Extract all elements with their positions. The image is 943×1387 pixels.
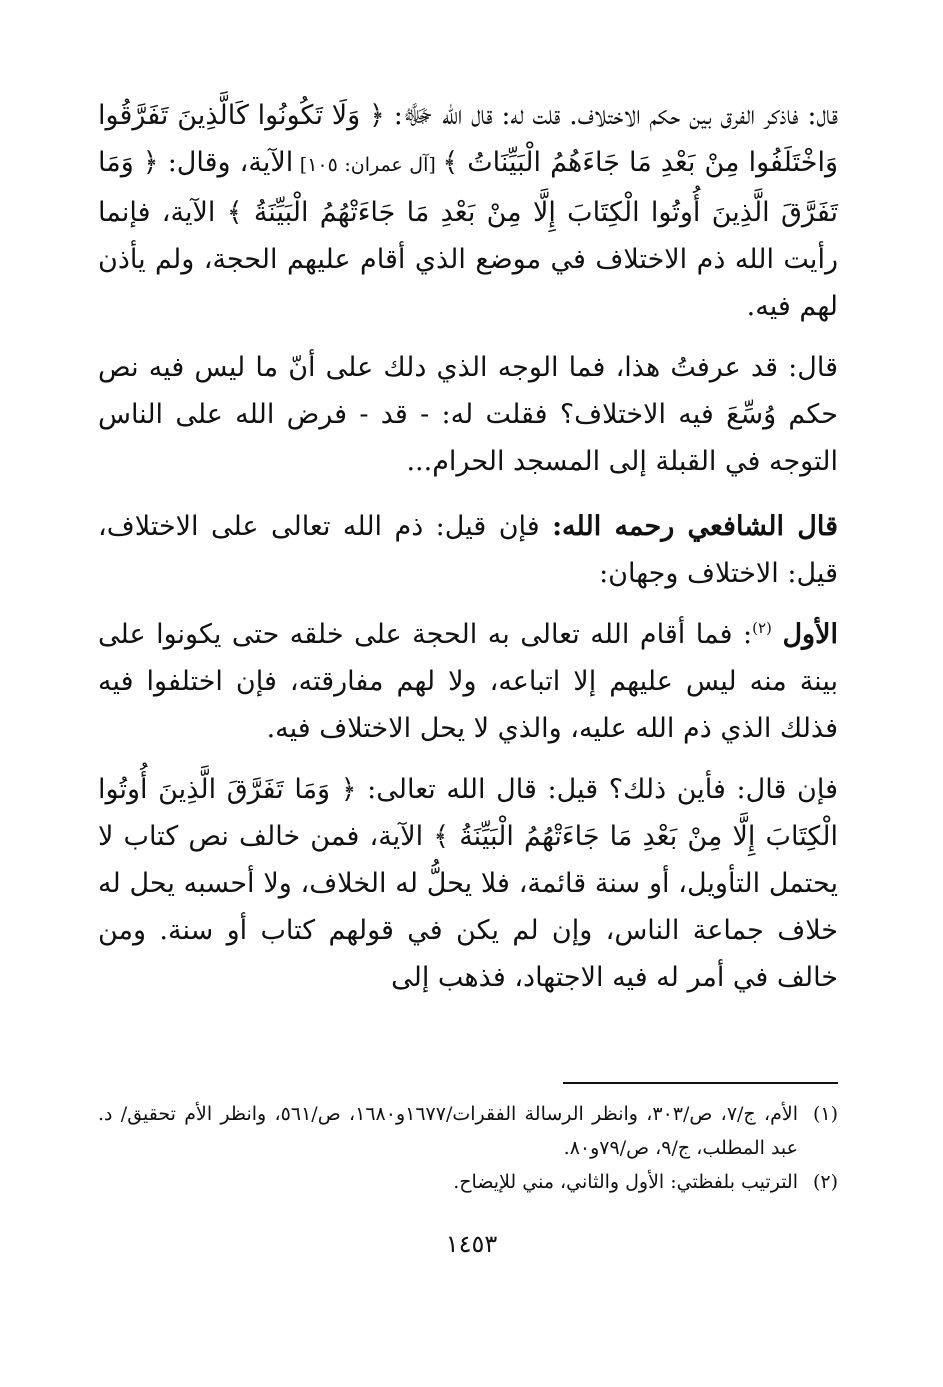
footnote-item <box>98 1165 838 1199</box>
paragraph-text: فإن قال: فأين ذلك؟ قيل: قال الله تعالى: <box>356 774 838 805</box>
footnote-text: الترتيب بلفظتي: الأول والثاني، مني للإيضاح. <box>453 1171 798 1193</box>
footnotes <box>98 1097 838 1199</box>
footnote-divider <box>563 1082 838 1084</box>
footnote-item <box>98 1097 838 1165</box>
verse-reference: [آل عمران: ١٠٥] <box>293 154 443 176</box>
paragraph-where-is-that <box>98 766 838 1001</box>
paragraph-text: قال: قد عرفتُ هذا، فما الوجه الذي دلك على أنّ ما ليس فيه نص حكم وُسِّعَ فيه الاختلاف؟ فقلت له: - قد - فرض الله على الناس التوجه في القبلة إلى المسجد الحرام... <box>98 352 838 477</box>
page-number: ١٤٥٣ <box>445 1230 498 1258</box>
paragraph-lead: الأول <box>782 619 838 650</box>
footnote-number: (٢) <box>812 1171 838 1193</box>
paragraph-first-aspect <box>98 611 838 752</box>
footnote-number: (١) <box>812 1103 838 1125</box>
paragraph-text: الآية، فإنما رأيت الله ذم الاختلاف في موضع الذي أقام عليهم الحجة، ولم يأذن لهم فيه. <box>98 197 838 322</box>
quran-verse: ﴿ وَمَا تَفَرَّقَ الَّذِينَ أُوتُوا الْكِتَابَ إِلَّا مِنْ بَعْدِ مَا جَاءَتْهُمُ الْبَيِّنَةُ ﴾ <box>98 147 838 228</box>
paragraph-qibla <box>98 344 838 485</box>
paragraph-text: : فما أقام الله تعالى به الحجة على خلقه حتى يكونوا على بينة منه ليس عليهم إلا اتباعه، ولا لهم مفارقته، فإن اختلفوا فيه فذلك الذي ذم الله عليه، والذي لا يحل الاختلاف فيه. <box>98 619 838 744</box>
paragraph-text: فإن قيل: ذم الله تعالى على الاختلاف، قيل: الاختلاف وجهان: <box>98 511 838 589</box>
quran-verse: ﴿ وَلَا تَكُونُوا كَالَّذِينَ تَفَرَّقُوا وَاخْتَلَفُوا مِنْ بَعْدِ مَا جَاءَهُمُ الْبَيِّنَاتُ ﴾ <box>98 100 838 178</box>
footnote-text: الأم، ج/٧، ص/٣٠٣، وانظر الرسالة الفقرات/١٦٧٧و١٦٨٠، ص/٥٦١، وانظر الأم تحقيق/ د. عبد المطلب، ج/٩، ص/٧٩و٨٠. <box>98 1103 799 1159</box>
quran-verse: ﴿ وَمَا تَفَرَّقَ الَّذِينَ أُوتُوا الْكِتَابَ إِلَّا مِنْ بَعْدِ مَا جَاءَتْهُمُ الْبَيِّنَةُ ﴾ <box>98 774 838 852</box>
paragraph-shafii-says <box>98 503 838 597</box>
paragraph-difference-ruling <box>98 92 838 330</box>
footnote-reference[interactable]: (٢) <box>752 619 772 637</box>
paragraph-lead: قال الشافعي رحمه الله: <box>552 511 838 542</box>
paragraph-text: الآية، وقال: <box>158 147 294 178</box>
paragraph-text: الآية، فمن خالف نص كتاب لا يحتمل التأويل، أو سنة قائمة، فلا يحلُّ له الخلاف، ولا أحسبه يحل له خلاف جماعة الناس، وإن لم يكن في قولهم كتاب أو سنة. ومن خالف في أمر له فيه الاجتهاد، فذهب إلى <box>98 821 838 993</box>
paragraph-text: قال: فاذكر الفرق بين حكم الاختلاف. قلت له: قال الله ﷻ: <box>384 100 838 131</box>
